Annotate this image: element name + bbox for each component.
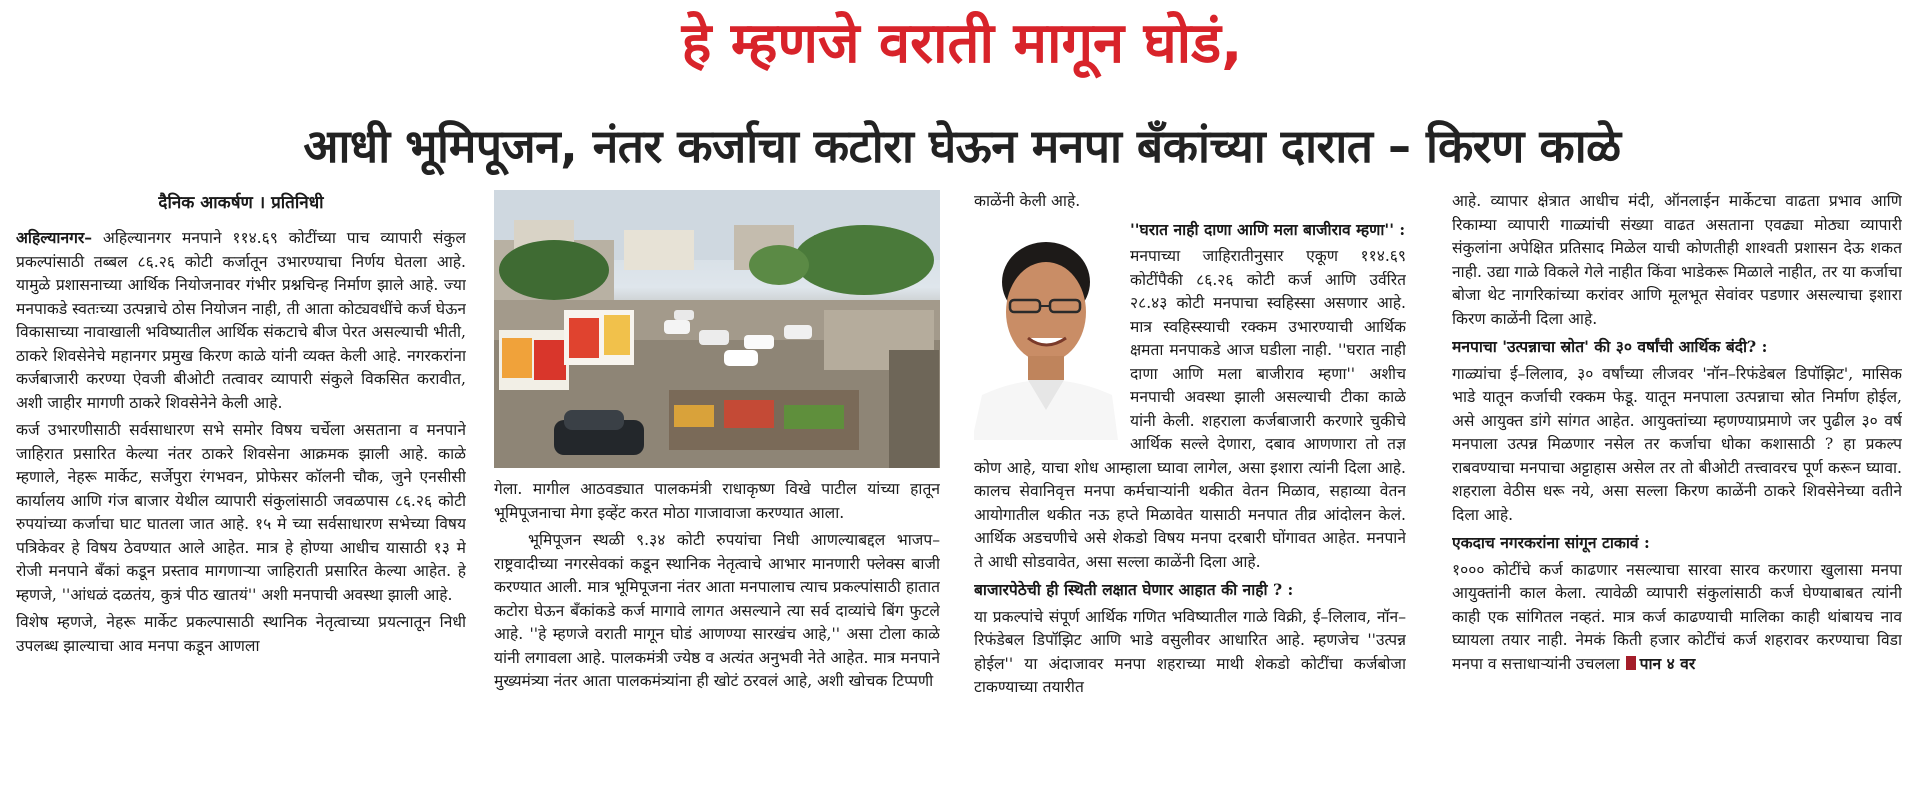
continuation-marker-icon <box>1626 656 1636 670</box>
paragraph: काळेंनी केली आहे. <box>974 192 1081 210</box>
byline: दैनिक आकर्षण । प्रतिनिधी <box>158 193 324 213</box>
paragraph: गाळ्यांचा ई–लिलाव, ३० वर्षांच्या लीजवर 'नॉन–रिफंडेबल डिपॉझिट', मासिक भाडे यातून कर्जाची रक्कम फेडू. यातून मनपाला उत्पन्नाचा स्रोत निर्माण होईल, असे आयुक्त डांगे सांगत आहेत. आयुक्तांच्या म्हणण्याप्रमाणे जर पुढील ३० वर्ष मनपाला उत्पन्न मिळणार नसेल तर कर्जाचा धोका कशासाठी ? हा प्रकल्प राबवण्याचा मनपाचा अट्टाहास असेल तर तो बीओटी तत्त्वावरच पूर्ण करून घ्यावा. शहराला वेठीस धरू नये, असा सल्ला किरण काळेंनी ठाकरे शिवसेनेच्या वतीने दिला आहे. <box>1452 364 1902 524</box>
paragraph: भूमिपूजन स्थळी ९.३४ कोटी रुपयांचा निधी आणल्याबद्दल भाजप–राष्ट्रवादीच्या नगरसेवकां कडून स्थानिक नेतृत्वाचे आभार मानणारी फ्लेक्स बाजी करण्यात आली. मात्र भूमिपूजना नंतर आता मनपालाच त्याच प्रकल्पांसाठी हातात कटोरा घेऊन बँकांकडे कर्ज मागावे लागत असल्याने त्या सर्व दाव्यांचे बिंग फुटले आहे. ''हे म्हणजे वराती मागून घोडं आणण्या सारखंच आहे,'' असा टोला काळे यांनी लगावला आहे. पालकमंत्री ज्येष्ठ व अत्यंत अनुभवी नेते आहेत. मात्र मनपाने मुख्यमंत्र्या नंतर आता पालकमंत्र्यांना ही खोटं ठरवलं आहे, अशी खोचक टिप्पणी <box>494 531 940 690</box>
dateline: अहिल्यानगर– <box>16 228 93 247</box>
subhead: ''घरात नाही दाणा आणि मला बाजीराव म्हणा'' : <box>1130 219 1406 239</box>
paragraph: विशेष म्हणजे, नेहरू मार्केट प्रकल्पासाठी स्थानिक नेतृत्वाच्या प्रयत्नातून निधी उपलब्ध झाल्याचा आव मनपा कडून आणला <box>16 613 466 655</box>
article-column-4 <box>1452 190 1902 799</box>
portrait-photo <box>974 220 1118 440</box>
headline-line-1: हे म्हणजे वराती मागून घोडं, <box>681 11 1243 76</box>
paragraph: आहे. व्यापार क्षेत्रात आधीच मंदी, ऑनलाईन मार्केटचा वाढता प्रभाव आणि रिकाम्या व्यापारी गाळ्यांची संख्या वाढत असताना एवढ्या मोठ्या व्यापारी संकुलांना अपेक्षित प्रतिसाद मिळेल याची कोणतीही शाश्वती प्रशासन देऊ शकत नाही. उद्या गाळे विकले गेले नाहीत किंवा भाडेकरू मिळाले नाहीत, तर या कर्जाचा बोजा थेट नागरिकांच्या करांवर आणि मूलभूत सेवांवर पडणार असल्याचा इशारा किरण काळेंनी दिला आहे. <box>1452 192 1902 328</box>
portrait-illustration <box>974 220 1118 440</box>
continued-on-page-link[interactable]: पान ४ वर <box>1639 654 1696 673</box>
paragraph: या प्रकल्पांचे संपूर्ण आर्थिक गणित भविष्यातील गाळे विक्री, ई–लिलाव, नॉन–रिफंडेबल डिपॉझिट आणि भाडे वसुलीवर आधारित आहे. म्हणजेच ''उत्पन्न होईल'' या अंदाजावर मनपा शहराच्या माथी शेकडो कोटींचा कर्जबोजा टाकण्याच्या तयारीत <box>974 607 1406 696</box>
subhead: एकदाच नगरकरांना सांगून टाकावं : <box>1452 533 1650 552</box>
site-photo-illustration <box>494 190 940 468</box>
paragraph-text: १००० कोटींचे कर्ज काढणार नसल्याचा सारवा सारव करणारा खुलासा मनपा आयुक्तांनी काल केला. त्यावेळी व्यापारी संकुलांसाठी कर्ज घेण्याबाबत त्यांनी काही एक सांगितल नव्हतं. मात्र कर्ज काढण्याची मालिका काही थांबायच नाव घ्यायला तयार नाही. नेमकं किती हजार कोटींचं कर्ज शहरावर करण्याचा विडा मनपा व सत्ताधाऱ्यांनी उचलला <box>1452 560 1902 673</box>
paragraph <box>1452 559 1902 677</box>
paragraph-text: अहिल्यानगर मनपाने ११४.६९ कोटींच्या पाच व्यापारी संकुल प्रकल्पांसाठी तब्बल ८६.२६ कोटी कर्जातून उभारण्याचा निर्णय घेतला आहे. यामुळे प्रशासनाच्या आर्थिक नियोजनावर गंभीर प्रश्नचिन्ह निर्माण झाले आहे. ज्या मनपाकडे स्वतःच्या उत्पन्नाचे ठोस नियोजन नाही, ती आता कोट्यवधींचे कर्ज घेऊन विकासाच्या नावाखाली भविष्यातील आर्थिक संकटाचे बीज पेरत असल्याची भीती, ठाकरे शिवसेनेचे महानगर प्रमुख किरण काळे यांनी व्यक्त केली आहे. नगरकरांना कर्जबाजारी करण्या ऐवजी बीओटी तत्वावर व्यापारी संकुले विकसित करावीत, अशी जाहीर मागणी ठाकरे शिवसेनेने केली आहे. <box>16 229 466 412</box>
article-column-2 <box>494 478 940 799</box>
paragraph: कर्ज उभारणीसाठी सर्वसाधारण सभे समोर विषय चर्चेला असताना व मनपाने जाहिरात प्रसारित केल्या नंतर ठाकरे शिवसेना आक्रमक झाली आहे. काळे म्हणाले, नेहरू मार्केट, सर्जेपुरा रंगभवन, प्रोफेसर कॉलनी चौक, जुने एनसीसी कार्यालय आणि गंज बाजार येथील व्यापारी संकुलांसाठी जवळपास ८६.२६ कोटी रुपयांच्या कर्जाचा घाट घातला जात आहे. १५ मे च्या सर्वसाधारण सभेच्या विषय पत्रिकेवर हे विषय ठेवण्यात आले आहेत. मात्र हे होण्या आधीच यासाठी १३ मे रोजी मनपाने बँकां कडून प्रस्ताव मागणाऱ्या जाहिराती प्रसारित केल्या आहेत. हे म्हणजे, ''आंधळं दळतंय, कुत्रं पीठ खातयं'' अशी मनपाची अवस्था झाली आहे. <box>16 421 466 604</box>
article-column-3 <box>974 190 1406 799</box>
site-photo <box>494 190 940 468</box>
paragraph <box>16 226 466 415</box>
paragraph: गेला. मागील आठवड्यात पालकमंत्री राधाकृष्ण विखे पाटील यांच्या हातून भूमिपूजनाचा मेगा इव्हेंट करत मोठा गाजावाजा करण्यात आला. <box>494 480 940 522</box>
subhead: मनपाचा 'उत्पन्नाचा स्रोत' की ३० वर्षांची आर्थिक बंदी? : <box>1452 337 1768 356</box>
article-column-1 <box>16 188 466 799</box>
headline-line-2: आधी भूमिपूजन, नंतर कर्जाचा कटोरा घेऊन मनपा बँकांच्या दारात – किरण काळे <box>303 119 1621 173</box>
paragraph: मनपाच्या जाहिरातीनुसार एकूण ११४.६९ कोटींपैकी ८६.२६ कोटी कर्ज आणि उर्वरित २८.४३ कोटी मनपाचा स्वहिस्सा असणार आहे. मात्र स्वहिस्स्याची रक्कम उभारण्याची आर्थिक क्षमता मनपाकडे आज घडीला नाही. ''घरात नाही दाणा आणि मला बाजीराव म्हणा'' अशीच मनपाची अवस्था झाली असल्याची टीका काळे यांनी केली. शहराला कर्जबाजारी करणारे चुकीचे आर्थिक सल्ले देणारा, दबाव आणणारा तो तज्ञ कोण आहे, याचा शोध आम्हाला घ्यावा लागेल, असा इशारा त्यांनी दिला आहे. कालच सेवानिवृत्त मनपा कर्मचाऱ्यांनी थकीत वेतन मिळाव, सहाव्या वेतन आयोगातील थकीत नऊ हप्ते मिळावेत यासाठी मनपात तीव्र आंदोलन केलं. आर्थिक अडचणीचे असे शेकडो विषय मनपा दरबारी घोंगावत आहेत. मनपाने ते आधी सोडवावेत, असा सल्ला काळेंनी दिला आहे. <box>974 247 1406 571</box>
subhead: बाजारपेठेची ही स्थिती लक्षात घेणार आहात की नाही ? : <box>974 580 1294 599</box>
